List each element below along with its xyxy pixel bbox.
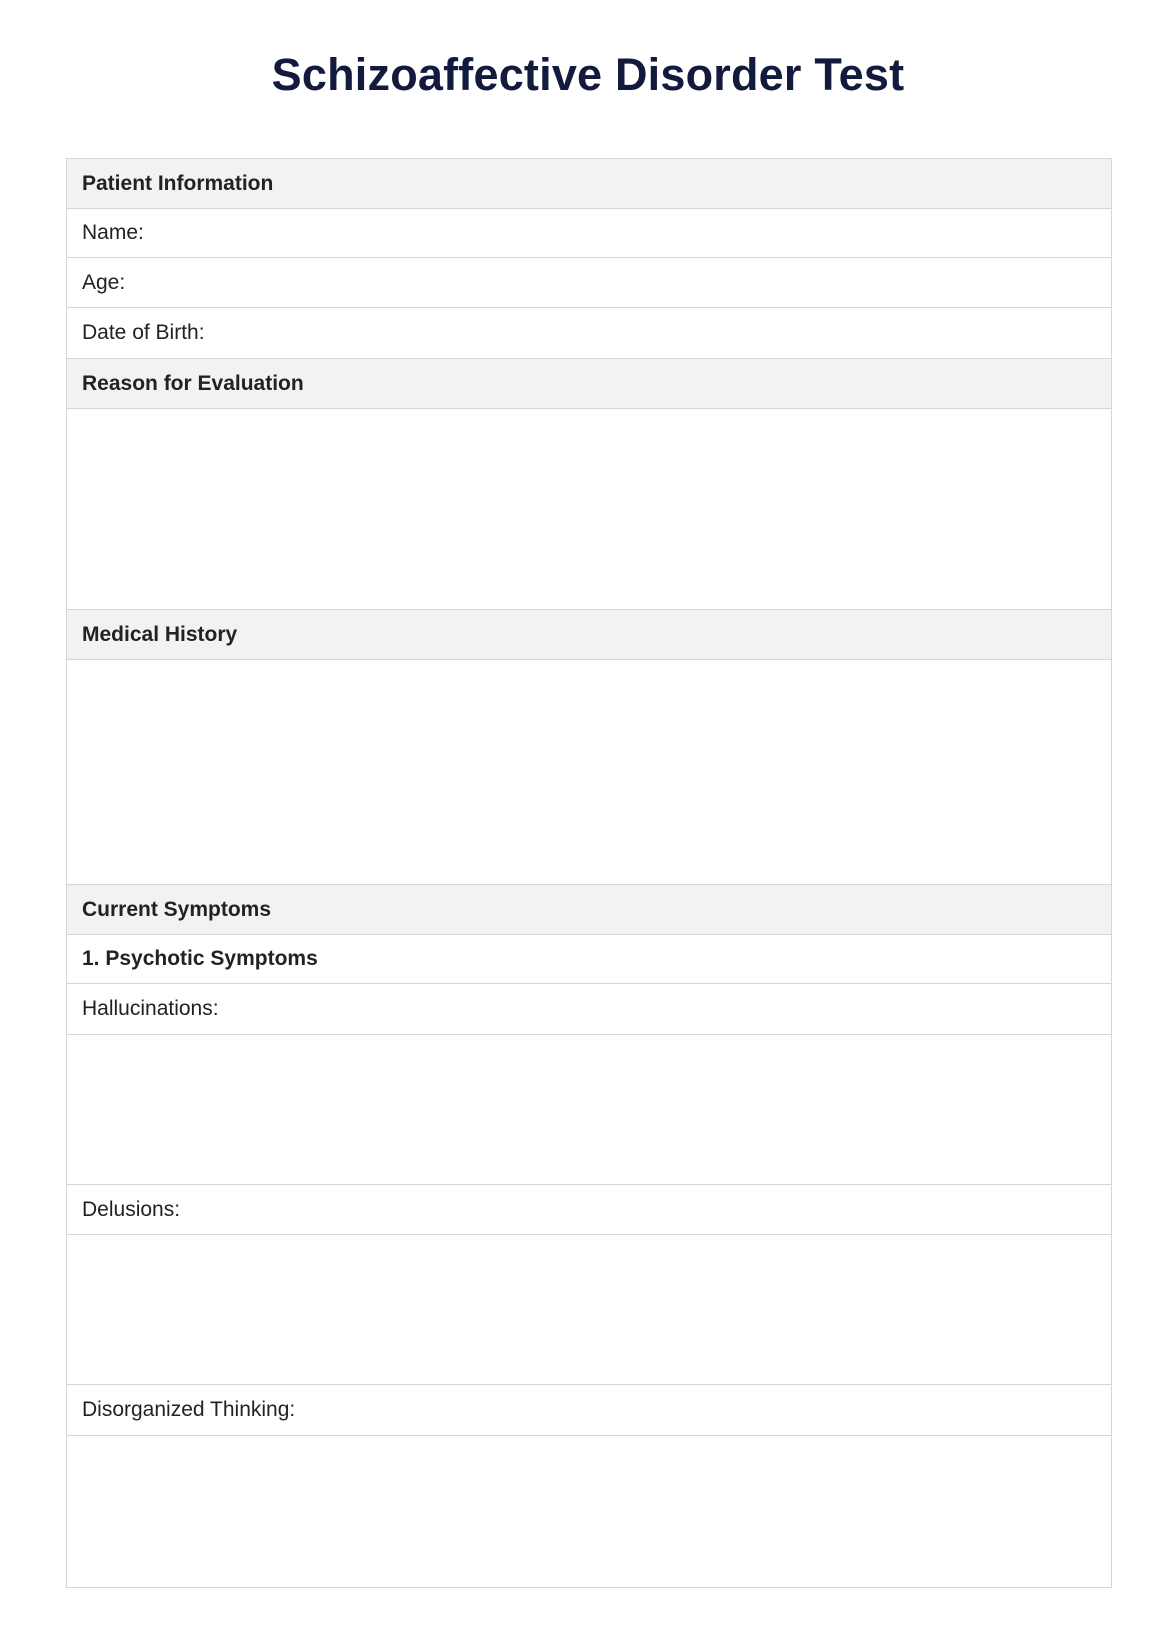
name-field[interactable] — [67, 209, 1111, 258]
hallucinations-label-row — [67, 984, 1111, 1035]
section-header-current-symptoms: Current Symptoms — [67, 885, 1111, 935]
name-label: Name: — [82, 221, 144, 244]
delusions-field[interactable] — [67, 1235, 1111, 1385]
assessment-form — [66, 158, 1112, 1588]
page-title: Schizoaffective Disorder Test — [271, 49, 905, 100]
hallucinations-field[interactable] — [67, 1035, 1111, 1185]
section-header-medical-history: Medical History — [67, 610, 1111, 660]
reason-for-evaluation-field[interactable] — [67, 409, 1111, 610]
date-of-birth-field[interactable] — [67, 308, 1111, 359]
disorganized-thinking-label-row — [67, 1385, 1111, 1436]
section-header-patient-information: Patient Information — [67, 159, 1111, 209]
delusions-label-row — [67, 1185, 1111, 1235]
date-of-birth-label: Date of Birth: — [82, 321, 205, 344]
disorganized-thinking-label: Disorganized Thinking: — [82, 1398, 296, 1421]
medical-history-field[interactable] — [67, 660, 1111, 885]
disorganized-thinking-field[interactable] — [67, 1436, 1111, 1587]
delusions-label: Delusions: — [82, 1197, 181, 1221]
subsection-psychotic-symptoms: 1. Psychotic Symptoms — [67, 935, 1111, 984]
age-field[interactable] — [67, 258, 1111, 308]
age-label: Age: — [82, 270, 126, 294]
hallucinations-label: Hallucinations: — [82, 997, 219, 1020]
section-header-reason-for-evaluation: Reason for Evaluation — [67, 359, 1111, 409]
